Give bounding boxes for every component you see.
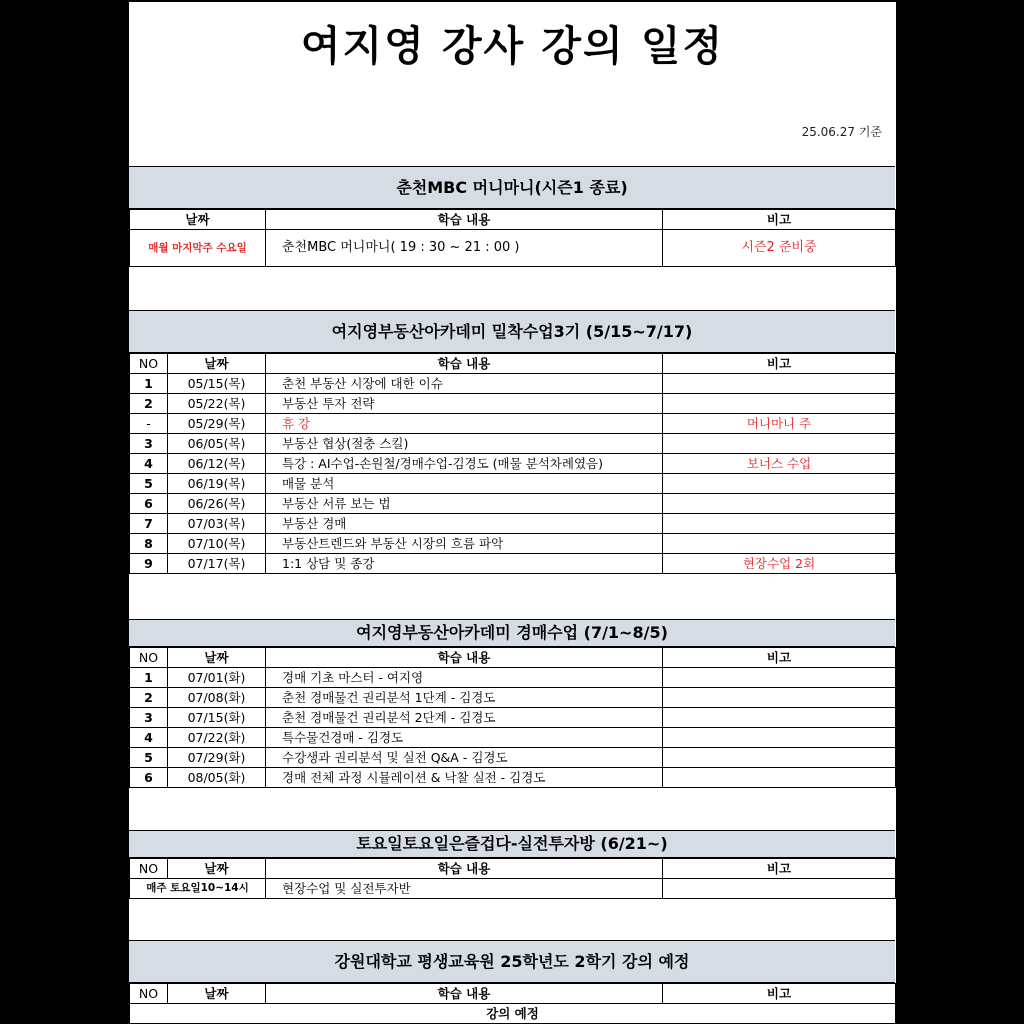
row-content: 1:1 상담 및 종강 [266, 554, 663, 574]
row-no: 3 [130, 434, 168, 454]
row-date: 06/19(목) [168, 474, 266, 494]
header-date: 날짜 [168, 859, 266, 879]
table-row [130, 668, 896, 688]
row-content: 수강생과 권리분석 및 실전 Q&A - 김경도 [266, 748, 663, 768]
row-date: 08/05(화) [168, 768, 266, 788]
row-no: 5 [130, 474, 168, 494]
schedule-table [129, 353, 896, 574]
row-content: 휴 강 [266, 414, 663, 434]
table-row [130, 879, 896, 899]
row-note [663, 374, 896, 394]
row-no: 4 [130, 454, 168, 474]
row-note [663, 668, 896, 688]
header-date: 날짜 [168, 984, 266, 1004]
header-no: NO [130, 648, 168, 668]
table-row [130, 474, 896, 494]
row-date: 05/22(목) [168, 394, 266, 414]
row-note [663, 688, 896, 708]
row-note [663, 514, 896, 534]
table-row [130, 728, 896, 748]
section-heading: 강원대학교 평생교육원 25학년도 2학기 강의 예정 [129, 940, 895, 983]
row-date: 07/29(화) [168, 748, 266, 768]
header-row [130, 354, 896, 374]
table-row [130, 688, 896, 708]
section-heading: 여지영부동산아카데미 밀착수업3기 (5/15~7/17) [129, 310, 895, 353]
as-of-date: 25.06.27 기준 [801, 125, 882, 139]
row-content: 춘천MBC 머니마니( 19 : 30 ~ 21 : 00 ) [266, 230, 663, 267]
row-note [663, 879, 896, 899]
table-row [130, 494, 896, 514]
table-row [130, 534, 896, 554]
row-date: 07/15(화) [168, 708, 266, 728]
table-row [130, 748, 896, 768]
header-row [130, 984, 896, 1004]
row-date: 07/08(화) [168, 688, 266, 708]
row-note: 현장수업 2회 [663, 554, 896, 574]
header-row [130, 859, 896, 879]
schedule-table [129, 647, 896, 788]
row-note [663, 728, 896, 748]
row-note [663, 534, 896, 554]
row-date: 07/17(목) [168, 554, 266, 574]
row-content: 현장수업 및 실전투자반 [266, 879, 663, 899]
header-note: 비고 [663, 984, 896, 1004]
row-content: 부동산트렌드와 부동산 시장의 흐름 파악 [266, 534, 663, 554]
header-content: 학습 내용 [266, 354, 663, 374]
header-no: NO [130, 859, 168, 879]
row-note [663, 434, 896, 454]
header-no: NO [130, 354, 168, 374]
row-note [663, 494, 896, 514]
row-note [663, 394, 896, 414]
row-date: 07/03(목) [168, 514, 266, 534]
header-note: 비고 [663, 859, 896, 879]
section-auction [129, 619, 895, 788]
row-content: 경매 전체 과정 시뮬레이션 & 낙찰 실전 - 김경도 [266, 768, 663, 788]
row-date: 매월 마지막주 수요일 [130, 230, 266, 267]
row-no: 1 [130, 668, 168, 688]
header-date: 날짜 [130, 210, 266, 230]
section-heading: 춘천MBC 머니마니(시즌1 종료) [129, 166, 895, 209]
row-content: 부동산 경매 [266, 514, 663, 534]
schedule-table [129, 209, 896, 267]
table-row [130, 414, 896, 434]
row-date: 07/01(화) [168, 668, 266, 688]
row-no: 6 [130, 768, 168, 788]
row-content: 특강 : AI수업-손원철/경매수업-김경도 (매물 분석차례였음) [266, 454, 663, 474]
row-date: 05/29(목) [168, 414, 266, 434]
header-note: 비고 [663, 210, 896, 230]
row-note: 보너스 수업 [663, 454, 896, 474]
header-content: 학습 내용 [266, 210, 663, 230]
row-note: 시즌2 준비중 [663, 230, 896, 267]
table-row [130, 708, 896, 728]
table-row [130, 434, 896, 454]
header-date: 날짜 [168, 648, 266, 668]
section-saturday [129, 830, 895, 899]
table-row [130, 454, 896, 474]
schedule-table [129, 983, 896, 1024]
schedule-page [129, 2, 896, 1024]
header-row [130, 210, 896, 230]
row-date: 07/10(목) [168, 534, 266, 554]
row-date: 06/12(목) [168, 454, 266, 474]
header-row [130, 648, 896, 668]
row-note [663, 474, 896, 494]
header-date: 날짜 [168, 354, 266, 374]
row-content: 춘천 경매물건 권리분석 2단계 - 김경도 [266, 708, 663, 728]
row-no: 9 [130, 554, 168, 574]
row-content: 매물 분석 [266, 474, 663, 494]
row-no: 2 [130, 394, 168, 414]
row-date: 05/15(목) [168, 374, 266, 394]
row-note [663, 768, 896, 788]
table-row [130, 230, 896, 267]
table-row [130, 554, 896, 574]
row-note: 머니마니 주 [663, 414, 896, 434]
row-content: 부동산 협상(절충 스킬) [266, 434, 663, 454]
table-row [130, 394, 896, 414]
row-no: 1 [130, 374, 168, 394]
header-content: 학습 내용 [266, 984, 663, 1004]
row-no: 7 [130, 514, 168, 534]
row-no: 6 [130, 494, 168, 514]
page-title: 여지영 강사 강의 일정 [300, 22, 725, 70]
plan-text: 강의 예정 [130, 1004, 896, 1024]
header-note: 비고 [663, 354, 896, 374]
row-content: 춘천 부동산 시장에 대한 이슈 [266, 374, 663, 394]
row-no: 4 [130, 728, 168, 748]
header-content: 학습 내용 [266, 859, 663, 879]
row-no: 8 [130, 534, 168, 554]
row-note [663, 708, 896, 728]
row-date: 07/22(화) [168, 728, 266, 748]
row-no: - [130, 414, 168, 434]
row-content: 부동산 투자 전략 [266, 394, 663, 414]
section-academy-3rd [129, 310, 895, 574]
row-no: 5 [130, 748, 168, 768]
row-content: 특수물건경매 - 김경도 [266, 728, 663, 748]
row-date: 06/26(목) [168, 494, 266, 514]
row-content: 경매 기초 마스터 - 여지영 [266, 668, 663, 688]
schedule-table [129, 858, 896, 899]
header-content: 학습 내용 [266, 648, 663, 668]
section-kangwon-univ [129, 940, 895, 1024]
row-note [663, 748, 896, 768]
row-content: 부동산 서류 보는 법 [266, 494, 663, 514]
row-date: 매주 토요일10~14시 [130, 879, 266, 899]
row-no: 2 [130, 688, 168, 708]
section-mbc [129, 166, 895, 267]
header-no: NO [130, 984, 168, 1004]
section-heading: 토요일토요일은즐겁다-실전투자방 (6/21~) [129, 830, 895, 858]
row-no: 3 [130, 708, 168, 728]
table-row [130, 768, 896, 788]
table-row [130, 514, 896, 534]
table-row [130, 374, 896, 394]
row-date: 06/05(목) [168, 434, 266, 454]
table-row [130, 1004, 896, 1024]
row-content: 춘천 경매물건 권리분석 1단계 - 김경도 [266, 688, 663, 708]
section-heading: 여지영부동산아카데미 경매수업 (7/1~8/5) [129, 619, 895, 647]
header-note: 비고 [663, 648, 896, 668]
